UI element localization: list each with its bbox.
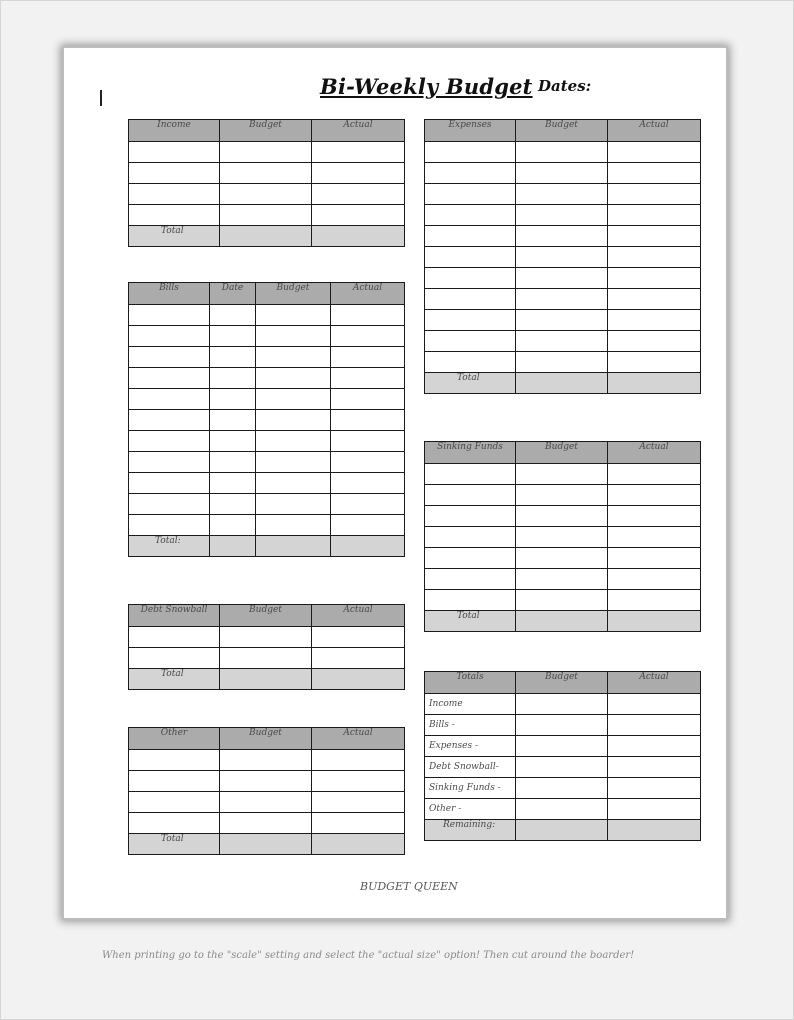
- table-row[interactable]: [425, 485, 701, 506]
- total-label: Total: [129, 226, 220, 247]
- total-label: Total: [425, 373, 516, 394]
- date-header: Date: [210, 283, 256, 305]
- budget-header: Budget: [220, 605, 312, 627]
- text-cursor: [100, 90, 102, 106]
- table-row[interactable]: [129, 305, 405, 326]
- table-row[interactable]: [129, 750, 405, 771]
- budget-header: Budget: [516, 672, 608, 694]
- sinking-funds-header: Sinking Funds: [425, 442, 516, 464]
- table-row[interactable]: [129, 452, 405, 473]
- table-row[interactable]: [425, 163, 701, 184]
- debt-snowball-table: [128, 604, 405, 690]
- table-row[interactable]: [129, 184, 405, 205]
- row-label: Debt Snowball-: [425, 757, 516, 778]
- row-label: Other -: [425, 799, 516, 820]
- table-row[interactable]: [425, 184, 701, 205]
- actual-header: Actual: [608, 120, 701, 142]
- row-label: Income: [425, 694, 516, 715]
- table-row[interactable]: [425, 694, 701, 715]
- table-row[interactable]: [129, 163, 405, 184]
- total-label: Total: [129, 834, 220, 855]
- table-row[interactable]: [129, 410, 405, 431]
- table-row[interactable]: [425, 289, 701, 310]
- row-label: Expenses -: [425, 736, 516, 757]
- table-row[interactable]: [425, 247, 701, 268]
- table-row[interactable]: [129, 494, 405, 515]
- table-row[interactable]: [425, 310, 701, 331]
- table-row[interactable]: [129, 368, 405, 389]
- actual-header: Actual: [331, 283, 405, 305]
- page-title: Bi-Weekly Budget: [320, 74, 533, 99]
- table-row[interactable]: [425, 715, 701, 736]
- table-row[interactable]: [129, 326, 405, 347]
- expenses-header: Expenses: [425, 120, 516, 142]
- table-row[interactable]: [129, 142, 405, 163]
- total-row: [129, 226, 405, 247]
- other-header: Other: [129, 728, 220, 750]
- remaining-row: [425, 820, 701, 841]
- row-label: Sinking Funds -: [425, 778, 516, 799]
- table-row[interactable]: [129, 515, 405, 536]
- brand-footer: BUDGET QUEEN: [360, 880, 458, 893]
- table-row[interactable]: [425, 757, 701, 778]
- budget-header: Budget: [220, 728, 312, 750]
- budget-header: Budget: [516, 442, 608, 464]
- table-row[interactable]: [425, 506, 701, 527]
- dates-label: Dates:: [538, 77, 592, 95]
- table-row[interactable]: [425, 142, 701, 163]
- row-label: Bills -: [425, 715, 516, 736]
- table-row[interactable]: [425, 205, 701, 226]
- table-row[interactable]: [425, 464, 701, 485]
- table-row[interactable]: [425, 590, 701, 611]
- total-row: [129, 536, 405, 557]
- table-row[interactable]: [425, 548, 701, 569]
- total-label: Total: [425, 611, 516, 632]
- totals-table: [424, 671, 701, 841]
- other-table: [128, 727, 405, 855]
- table-row[interactable]: [129, 389, 405, 410]
- bills-header: Bills: [129, 283, 210, 305]
- table-row[interactable]: [425, 799, 701, 820]
- table-row[interactable]: [425, 569, 701, 590]
- actual-header: Actual: [608, 672, 701, 694]
- table-row[interactable]: [129, 813, 405, 834]
- actual-header: Actual: [312, 728, 405, 750]
- income-header: Income: [129, 120, 220, 142]
- table-row[interactable]: [129, 771, 405, 792]
- bills-table: [128, 282, 405, 557]
- actual-header: Actual: [608, 442, 701, 464]
- print-note: When printing go to the "scale" setting and select the "actual size" option! Then cut around the boarder!: [102, 950, 635, 961]
- table-row[interactable]: [129, 648, 405, 669]
- table-row[interactable]: [425, 226, 701, 247]
- actual-header: Actual: [312, 120, 405, 142]
- table-row[interactable]: [129, 627, 405, 648]
- sinking-funds-table: [424, 441, 701, 632]
- table-row[interactable]: [129, 431, 405, 452]
- table-row[interactable]: [425, 736, 701, 757]
- totals-header: Totals: [425, 672, 516, 694]
- table-row[interactable]: [425, 352, 701, 373]
- remaining-label: Remaining:: [425, 820, 516, 841]
- table-row[interactable]: [129, 792, 405, 813]
- debt-snowball-header: Debt Snowball: [129, 605, 220, 627]
- table-row[interactable]: [425, 778, 701, 799]
- table-row[interactable]: [129, 205, 405, 226]
- actual-header: Actual: [312, 605, 405, 627]
- table-row[interactable]: [129, 347, 405, 368]
- total-row: [129, 834, 405, 855]
- total-row: [129, 669, 405, 690]
- table-row[interactable]: [425, 268, 701, 289]
- budget-header: Budget: [256, 283, 331, 305]
- total-row: [425, 611, 701, 632]
- income-table: [128, 119, 405, 247]
- budget-header: Budget: [220, 120, 312, 142]
- budget-header: Budget: [516, 120, 608, 142]
- total-row: [425, 373, 701, 394]
- table-row[interactable]: [129, 473, 405, 494]
- table-row[interactable]: [425, 527, 701, 548]
- total-label: Total: [129, 669, 220, 690]
- total-label: Total:: [129, 536, 210, 557]
- expenses-table: [424, 119, 701, 394]
- table-row[interactable]: [425, 331, 701, 352]
